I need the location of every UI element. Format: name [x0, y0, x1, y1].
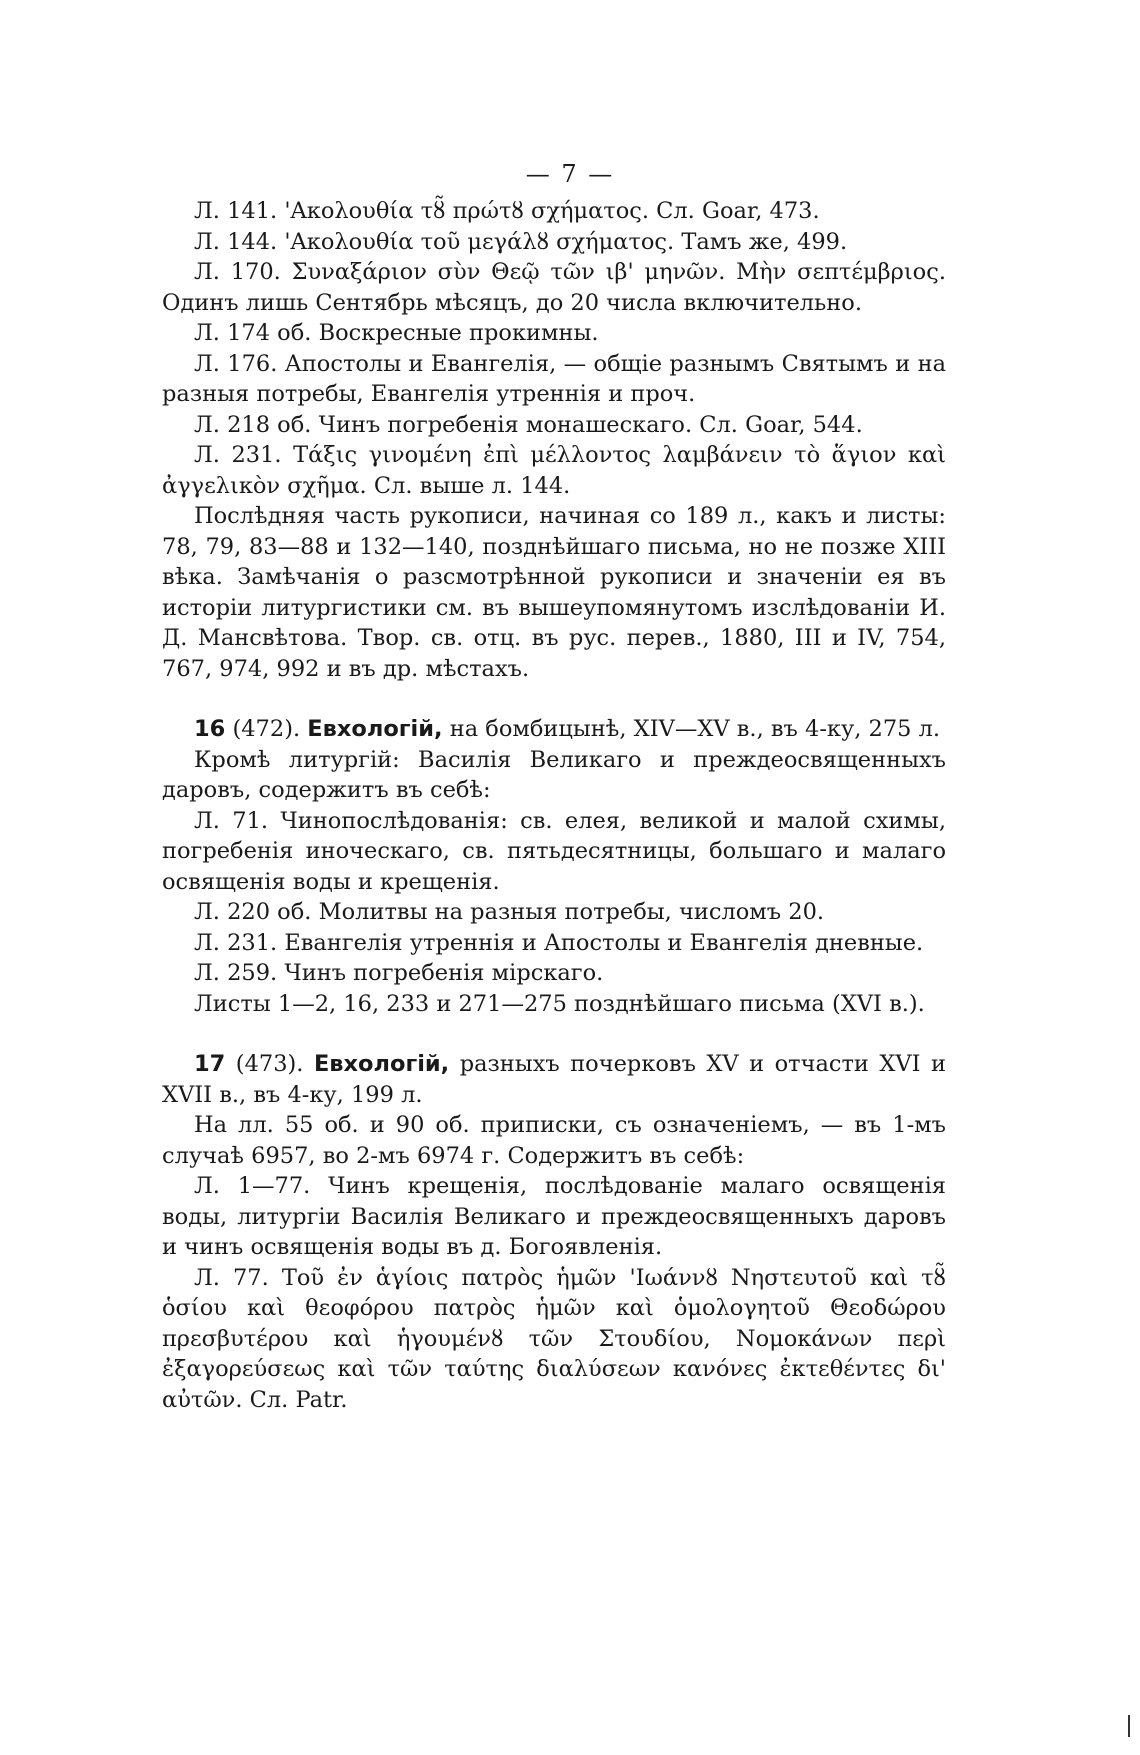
- paragraph: Л. 259. Чинъ погребенія мірскаго.: [194, 960, 604, 986]
- paragraph: Л. 77. Τοῦ ἐν ἁγίοις πατρὸς ἡμῶν 'Ιωάννȣ Νηστευτοῦ καὶ τȣ̃ ὁσίου καὶ θεοφόρου πατρὸς ἡμῶν καὶ ὁμολογητοῦ Θεοδώρου πρεσβυτέρου καὶ ἡγουμένȣ τῶν Στουδίου, Νομοκάνων περὶ ἐξαγορεύσεως καὶ τῶν ταύτης διαλύσεων κανόνες ἐκτεθέντες δι' αὐτῶν. Сл. Patr.: [162, 1264, 946, 1413]
- paragraph: Листы 1—2, 16, 233 и 271—275 позднѣйшаго письма (XVI в.).: [194, 990, 925, 1017]
- paragraph: Л. 141. 'Ακολουθία τȣ̃ πρώτȣ σχήματος. Сл. Goar, 473.: [194, 198, 820, 224]
- page-text: [162, 196, 946, 1415]
- entry-ref: (472).: [232, 716, 301, 742]
- paragraph: Л. 176. Апостолы и Евангелія, — общіе разнымъ Святымъ и на разныя потребы, Евангелія утреннія и проч.: [162, 350, 946, 407]
- entry-number: 16: [194, 716, 226, 742]
- entry-title: Евхологій,: [307, 716, 443, 742]
- paragraph: Л. 231. Евангелія утреннія и Апостолы и Евангелія дневные.: [194, 929, 924, 956]
- paragraph: Л. 1—77. Чинъ крещенія, послѣдованіе малаго освященія воды, литургіи Василія Великаго и преждеосвященныхъ даровъ и чинъ освященія воды въ д. Богоявленія.: [162, 1173, 946, 1260]
- page-number: — 7 —: [525, 160, 615, 188]
- entry-description: на бомбицынѣ, XIV—XV в., въ 4-ку, 275 л.: [449, 716, 941, 742]
- margin-mark: [1128, 1715, 1130, 1737]
- entry-description: разныхъ почерковъ XV и отчасти XVI и XVII в., въ 4-ку, 199 л.: [162, 1051, 947, 1108]
- paragraph: Л. 71. Чинопослѣдованія: св. елея, великой и малой схимы, погребенія иноческаго, св. пятьдесятницы, большаго и малаго освященія воды и крещенія.: [162, 807, 946, 895]
- entry-ref: (473).: [235, 1051, 304, 1077]
- paragraph: Л. 231. Τάξις γινομένη ἐπὶ μέλλοντος λαμβάνειν τὸ ἅγιον καὶ ἀγγελικὸν σχῆμα. Сл. выше л. 144.: [162, 442, 946, 499]
- spacer: [162, 1019, 946, 1049]
- entry-heading: [162, 1049, 946, 1110]
- paragraph: Послѣдняя часть рукописи, начиная со 189 л., какъ и листы: 78, 79, 83—88 и 132—140, позднѣйшаго письма, но не позже XIII вѣка. Замѣчанія о разсмотрѣнной рукописи и значеніи ея въ исторіи литургистики см. въ вышеупомянутомъ изслѣдованіи И. Д. Мансвѣтова. Твор. св. отц. въ рус. перев., 1880, III и IV, 754, 767, 974, 992 и въ др. мѣстахъ.: [162, 503, 946, 682]
- entry-heading: [162, 714, 946, 745]
- paragraph: Л. 218 об. Чинъ погребенія монашескаго. Сл. Goar, 544.: [194, 411, 863, 438]
- spacer: [162, 684, 946, 714]
- paragraph: На лл. 55 об. и 90 об. приписки, съ означеніемъ, — въ 1-мъ случаѣ 6957, во 2-мъ 6974 г. Содержитъ въ себѣ:: [162, 1112, 946, 1169]
- paragraph: Кромѣ литургій: Василія Великаго и преждеосвященныхъ даровъ, содержитъ въ себѣ:: [162, 746, 946, 803]
- paragraph: Л. 144. 'Ακολουθία τοῦ μεγάλȣ σχήματος. Тамъ же, 499.: [194, 228, 848, 255]
- paragraph: Л. 170. Συναξάριον σὺν Θεῷ τῶν ιβ' μηνῶν. Μὴν σεπτέμβριος. Одинъ лишь Сентябрь мѣсяцъ, до 20 числа включительно.: [162, 259, 946, 316]
- entry-title: Евхологій,: [313, 1051, 450, 1077]
- paragraph: Л. 220 об. Молитвы на разныя потребы, числомъ 20.: [194, 899, 825, 925]
- paragraph: Л. 174 об. Воскресные прокимны.: [194, 320, 599, 346]
- entry-number: 17: [194, 1051, 226, 1077]
